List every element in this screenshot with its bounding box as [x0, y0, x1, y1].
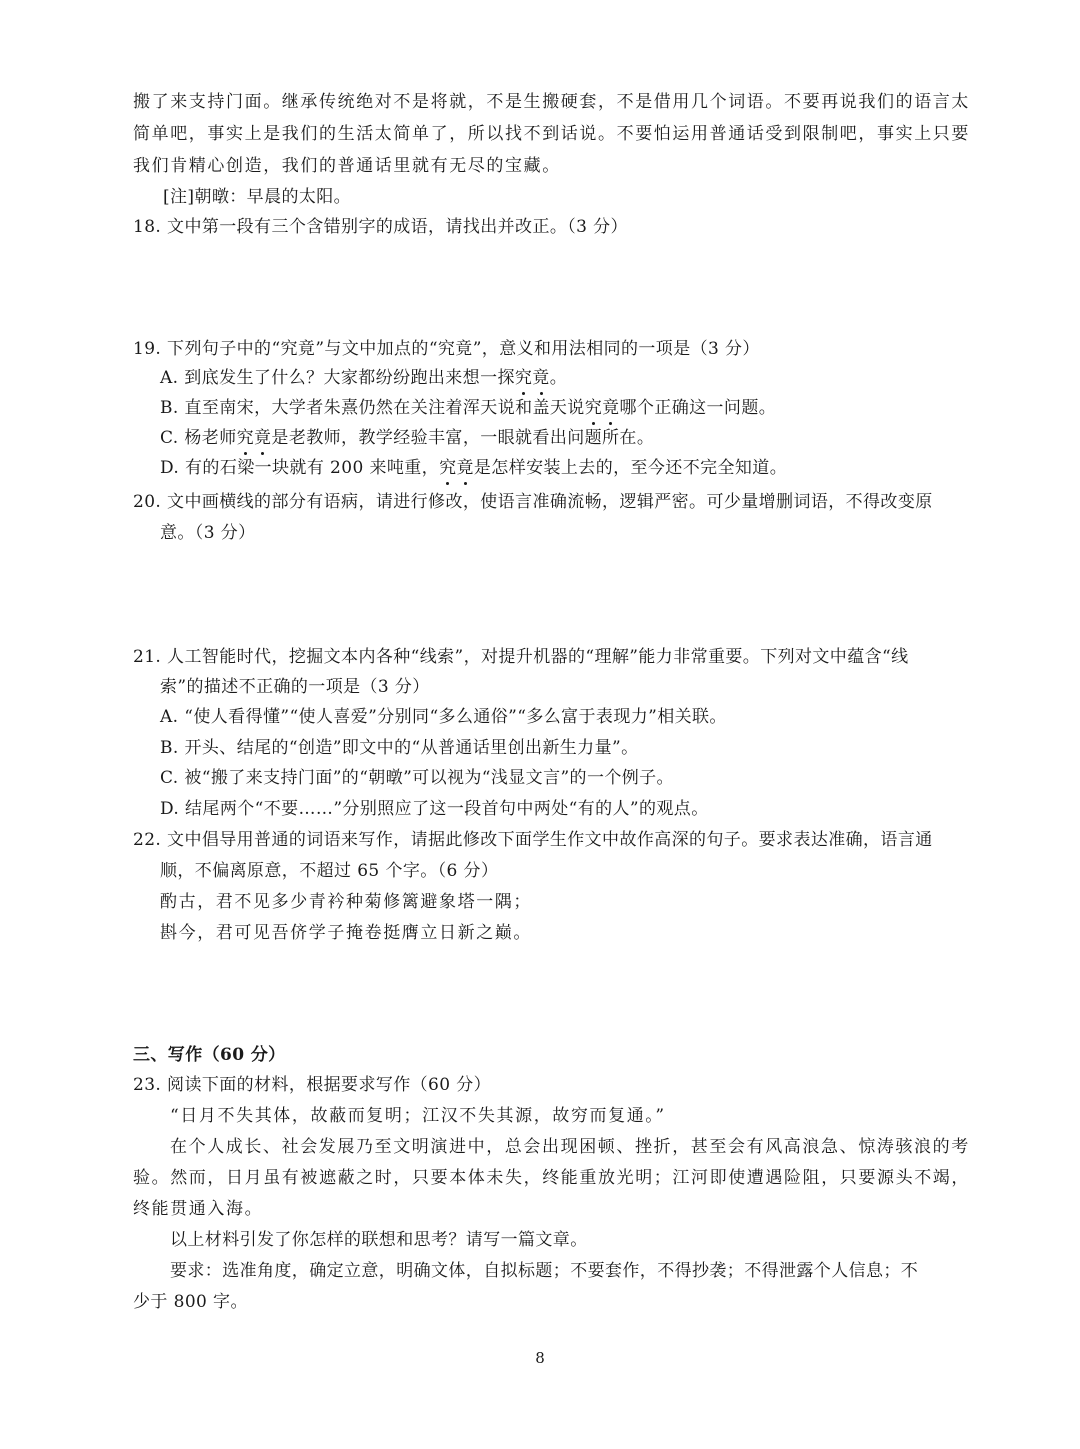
q21-option-b: B. 开头、结尾的“创造”即文中的“从普通话里创出新生力量”。: [160, 738, 639, 758]
q23-quote: “日月不失其体，故蔽而复明；江汉不失其源，故穷而复通。”: [170, 1106, 666, 1126]
q21-option-d: D. 结尾两个“不要……”分别照应了这一段首句中两处“有的人”的观点。: [160, 799, 709, 819]
q23-requirements-line-2: 少于 800 字。: [133, 1292, 248, 1312]
q21-option-c: C. 被“搬了来支持门面”的“朝暾”可以视为“浅显文言”的一个例子。: [160, 768, 674, 788]
q19-option-d-end: 是怎样安装上去的，至今还不完全知道。: [473, 458, 788, 478]
q19-option-b-text: B. 直至南宋，大学者朱熹仍然在关注着浑天说和盖天说: [160, 398, 585, 418]
question-22-line-2: 顺，不偏离原意，不超过 65 个字。（6 分）: [160, 861, 499, 881]
passage-line-2: 简单吧，事实上是我们的生活太简单了，所以找不到话说。不要怕运用普通话受到限制吧，事实上只要: [133, 124, 970, 144]
q19-option-a: [160, 366, 567, 390]
question-20-line-1: 20. 文中画横线的部分有语病，请进行修改，使语言准确流畅，逻辑严密。可少量增删词语，不得改变原: [133, 492, 933, 512]
q19-option-a-end: 。: [549, 368, 568, 388]
q19-option-c: [160, 426, 654, 450]
dotted-char: 究: [584, 398, 603, 418]
q23-material-line-1: 在个人成长、社会发展乃至文明演进中，总会出现困顿、挫折，甚至会有风高浪急、惊涛骇浪的考: [170, 1137, 970, 1157]
question-21-line-2: 索”的描述不正确的一项是（3 分）: [160, 677, 430, 697]
q19-option-c-end: 是老教师，教学经验丰富，一眼就看出问题所在。: [271, 428, 655, 448]
q19-option-d-text: D. 有的石梁一块就有 200 来吨重，: [160, 458, 440, 478]
section-3-title: 三、写作（60 分）: [133, 1045, 286, 1065]
q19-option-c-text: C. 杨老师: [160, 428, 237, 448]
q19-option-b-end: 哪个正确这一问题。: [619, 398, 777, 418]
dotted-char: 究: [514, 368, 533, 388]
q23-material-line-2: 验。然而，日月虽有被遮蔽之时，只要本体未失，终能重放光明；江河即使遭遇险阻，只要源头不竭，: [133, 1168, 970, 1188]
dotted-char: 竟: [254, 428, 272, 448]
question-21-line-1: 21. 人工智能时代，挖掘文本内各种“线索”，对提升机器的“理解”能力非常重要。下列对文中蕴含“线: [133, 647, 909, 667]
q23-prompt: 以上材料引发了你怎样的联想和思考？请写一篇文章。: [170, 1230, 588, 1250]
question-23: 23. 阅读下面的材料，根据要求写作（60 分）: [133, 1075, 492, 1095]
dotted-char: 竟: [602, 398, 620, 418]
q19-option-a-text: A. 到底发生了什么？大家都纷纷跑出来想一探: [160, 368, 515, 388]
student-sentence-1: 酌古，君不见多少青衿种菊修篱避象塔一隅；: [160, 892, 532, 912]
passage-line-1: 搬了来支持门面。继承传统绝对不是将就，不是生搬硬套，不是借用几个词语。不要再说我们的语言太: [133, 92, 970, 112]
student-sentence-2: 斟今，君可见吾侪学子掩卷挺膺立日新之巅。: [160, 923, 532, 943]
page-number: 8: [535, 1349, 545, 1367]
passage-line-3: 我们肯精心创造，我们的普通话里就有无尽的宝藏。: [133, 156, 561, 176]
q19-option-d: [160, 456, 787, 480]
dotted-char: 竟: [532, 368, 550, 388]
q23-material-line-3: 终能贯通入海。: [133, 1199, 264, 1219]
question-22-line-1: 22. 文中倡导用普通的词语来写作，请据此修改下面学生作文中故作高深的句子。要求表达准确，语言通: [133, 830, 933, 850]
dotted-char: 究: [439, 458, 457, 478]
q21-option-a: A. “使人看得懂”“使人喜爱”分别同“多么通俗”“多么富于表现力”相关联。: [160, 707, 727, 727]
q19-option-b: [160, 396, 776, 420]
question-18: 18. 文中第一段有三个含错别字的成语，请找出并改正。（3 分）: [133, 217, 628, 237]
q23-requirements-line-1: 要求：选准角度，确定立意，明确文体，自拟标题；不要套作，不得抄袭；不得泄露个人信息；不: [170, 1261, 919, 1281]
dotted-char: 究: [236, 428, 255, 448]
question-19: 19. 下列句子中的“究竟”与文中加点的“究竟”，意义和用法相同的一项是（3 分）: [133, 339, 760, 359]
question-20-line-2: 意。（3 分）: [160, 523, 256, 543]
passage-note: [注]朝暾：早晨的太阳。: [163, 187, 352, 207]
dotted-char: 竟: [456, 458, 474, 478]
